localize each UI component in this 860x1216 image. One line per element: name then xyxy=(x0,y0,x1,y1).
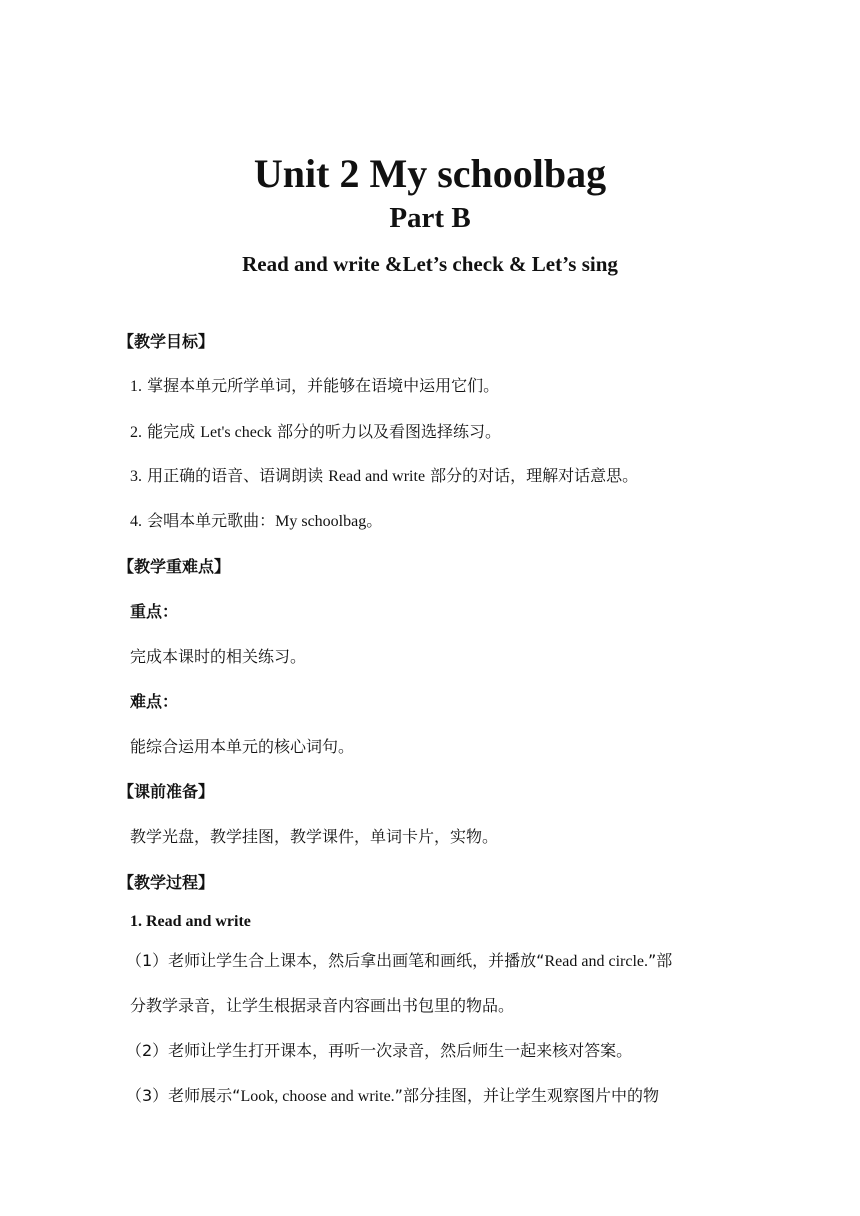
document-section-title: Read and write &Let’s check & Let’s sing xyxy=(242,252,618,276)
objective-text-post: 部分的听力以及看图选择练习。 xyxy=(271,422,502,441)
objective-number: 1. xyxy=(130,378,142,395)
objective-item-1 xyxy=(130,375,740,398)
p1-text-post: ”部 xyxy=(647,951,673,970)
objective-item-2 xyxy=(130,421,740,444)
difficult-label: 难点： xyxy=(130,692,179,711)
process-paragraph-2: （2）老师让学生打开课本，再听一次录音，然后师生一起来核对答案。 xyxy=(126,1041,633,1060)
objectives-heading: 【教学目标】 xyxy=(118,332,215,351)
objective-text-pre: 会唱本单元歌曲： xyxy=(147,511,276,530)
objective-text-post: 部分的对话，理解对话意思。 xyxy=(425,466,639,485)
objective-text-en: My schoolbag xyxy=(275,513,367,530)
p1-text-en: Read and circle. xyxy=(544,953,648,970)
p1-text-pre: （1）老师让学生合上课本，然后拿出画笔和画纸，并播放“ xyxy=(126,951,545,970)
difficult-text: 能综合运用本单元的核心词句。 xyxy=(130,737,355,756)
p3-text-en: Look, choose and write. xyxy=(240,1088,395,1105)
key-text: 完成本课时的相关练习。 xyxy=(130,647,307,666)
process-paragraph-1-line-2: 分教学录音，让学生根据录音内容画出书包里的物品。 xyxy=(130,996,515,1015)
document-subtitle: Part B xyxy=(389,202,471,234)
objective-text-en: Read and write xyxy=(328,468,426,485)
objective-text: 掌握本单元所学单词，并能够在语境中运用它们。 xyxy=(147,376,500,395)
objective-number: 4. xyxy=(130,513,142,530)
objective-text-post: 。 xyxy=(366,511,383,530)
objective-text-pre: 用正确的语音、语调朗读 xyxy=(147,466,329,485)
p3-text-post: ”部分挂图，并让学生观察图片中的物 xyxy=(394,1086,659,1105)
objective-number: 2. xyxy=(130,424,142,441)
objective-item-4 xyxy=(130,510,740,533)
document-title: Unit 2 My schoolbag xyxy=(253,151,607,196)
objective-item-3 xyxy=(130,465,740,488)
objective-text-pre: 能完成 xyxy=(147,422,201,441)
step1-title: 1. Read and write xyxy=(130,913,251,930)
p3-text-pre: （3）老师展示“ xyxy=(126,1086,241,1105)
process-paragraph-3 xyxy=(126,1085,736,1108)
objective-number: 3. xyxy=(130,468,142,485)
prep-text: 教学光盘，教学挂图，教学课件，单词卡片，实物。 xyxy=(130,827,499,846)
key-points-heading: 【教学重难点】 xyxy=(118,557,231,576)
key-label: 重点： xyxy=(130,602,179,621)
process-paragraph-1-line-1 xyxy=(126,950,736,973)
process-heading: 【教学过程】 xyxy=(118,873,215,892)
prep-heading: 【课前准备】 xyxy=(118,782,215,801)
objective-text-en: Let's check xyxy=(200,424,272,441)
